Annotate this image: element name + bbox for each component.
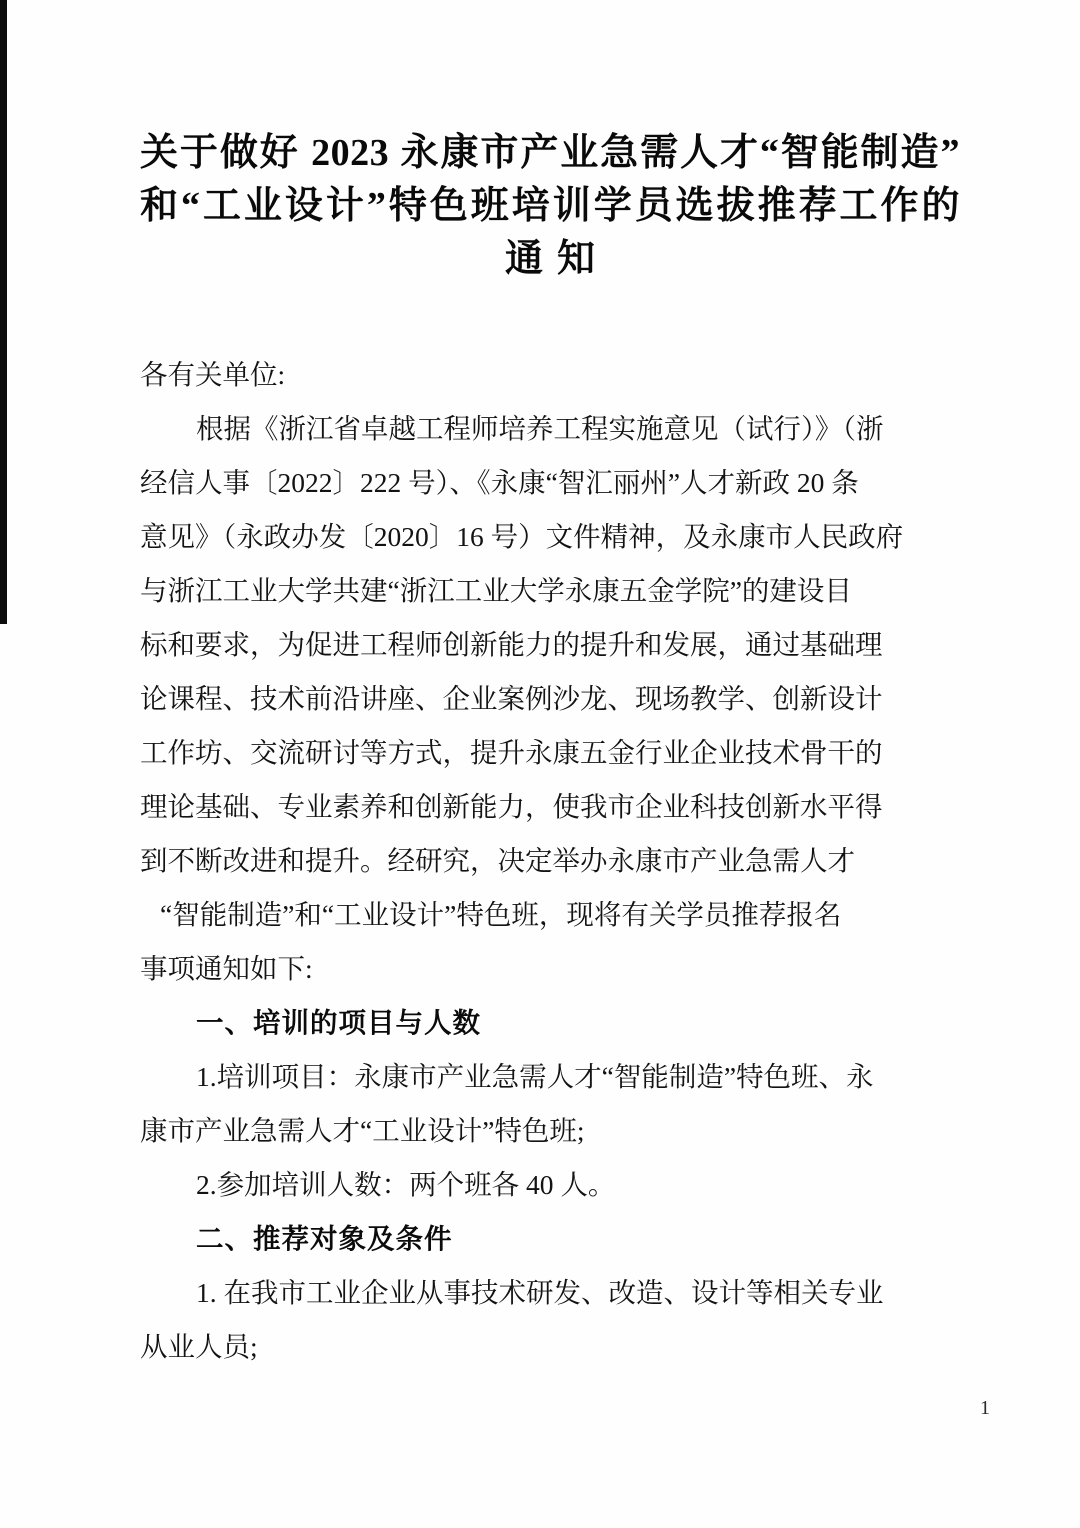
document-body bbox=[140, 348, 960, 1374]
list-item-line: 1. 在我市工业企业从事技术研发、改造、设计等相关专业 bbox=[196, 1277, 884, 1308]
title-line-1: 关于做好 2023 永康市产业急需人才“智能制造” bbox=[140, 132, 960, 174]
page-content bbox=[140, 0, 960, 1528]
paragraph-line: “智能制造”和“工业设计”特色班，现将有关学员推荐报名 bbox=[160, 899, 842, 930]
paragraph-line: 根据《浙江省卓越工程师培养工程实施意见（试行）》（浙 bbox=[196, 413, 884, 444]
section-heading-one: 一、培训的项目与人数 bbox=[196, 1007, 481, 1038]
salutation: 各有关单位: bbox=[140, 359, 286, 390]
page-title bbox=[140, 0, 960, 286]
paragraph-line: 工作坊、交流研讨等方式，提升永康五金行业企业技术骨干的 bbox=[140, 737, 883, 768]
paragraph-intro bbox=[140, 402, 960, 996]
paragraph-line: 论课程、技术前沿讲座、企业案例沙龙、现场教学、创新设计 bbox=[140, 683, 883, 714]
paragraph-line: 与浙江工业大学共建“浙江工业大学永康五金学院”的建设目 bbox=[140, 575, 852, 606]
paragraph-line: 标和要求，为促进工程师创新能力的提升和发展，通过基础理 bbox=[140, 629, 883, 660]
list-item-line: 从业人员; bbox=[140, 1331, 258, 1362]
paragraph-line: 理论基础、专业素养和创新能力，使我市企业科技创新水平得 bbox=[140, 791, 883, 822]
list-item-line: 康市产业急需人才“工业设计”特色班; bbox=[140, 1115, 585, 1146]
title-line-2: 和“工业设计”特色班培训学员选拔推荐工作的 bbox=[140, 185, 960, 227]
scan-edge-artifact-secondary bbox=[0, 148, 4, 618]
list-item-line: 1.培训项目：永康市产业急需人才“智能制造”特色班、永 bbox=[196, 1061, 874, 1092]
section-heading-two: 二、推荐对象及条件 bbox=[196, 1223, 453, 1254]
title-line-3: 通知 bbox=[504, 238, 609, 280]
paragraph-line: 到不断改进和提升。经研究，决定举办永康市产业急需人才 bbox=[140, 845, 855, 876]
page-number: 1 bbox=[980, 1397, 990, 1419]
paragraph-line: 意见》（永政办发〔2020〕16 号）文件精神，及永康市人民政府 bbox=[140, 521, 904, 552]
list-item-line: 2.参加培训人数：两个班各 40 人。 bbox=[196, 1169, 616, 1200]
paragraph-line: 经信人事〔2022〕222 号）、《永康“智汇丽州”人才新政 20 条 bbox=[140, 467, 859, 498]
paragraph-line: 事项通知如下: bbox=[140, 953, 313, 984]
